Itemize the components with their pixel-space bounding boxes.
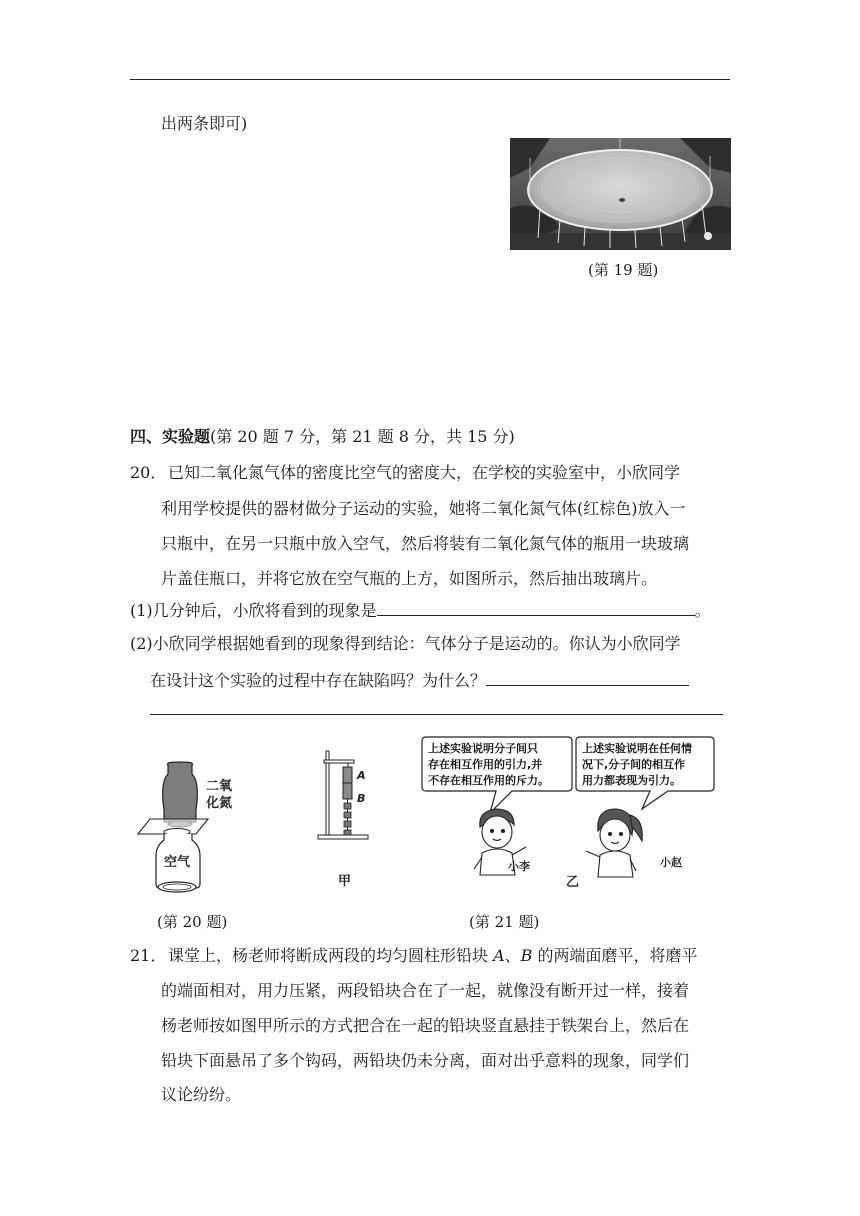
fig21-label-a: A [357, 769, 366, 782]
q21-line-5: 议论纷纷。 [161, 1085, 242, 1104]
q21-line-1 [168, 946, 698, 966]
q21-block-b: B [520, 946, 533, 965]
fig21-name-right: 小赵 [660, 856, 682, 869]
q20-sub1-answer-blank[interactable] [377, 599, 695, 616]
fig21-bubble-left-line2: 存在相互作用的引力,并 [428, 758, 543, 771]
section-heading [130, 427, 515, 447]
q21-line-3: 杨老师按如图甲所示的方式把合在一起的铅块竖直悬挂于铁架台上，然后在 [161, 1016, 690, 1035]
fig21-caption: (第 21 题) [469, 913, 540, 931]
fig21-name-left: 小李 [508, 860, 530, 873]
q20-sub2-answer-blank-2[interactable] [150, 714, 723, 715]
fig21-label-b: B [357, 792, 366, 805]
q20-line-4: 片盖住瓶口，并将它放在空气瓶的上方，如图所示，然后抽出玻璃片。 [161, 569, 658, 588]
fig20-label-no2-line2: 化氮 [206, 796, 233, 811]
q21-line-2: 的端面相对，用力压紧，两段铅块合在了一起，就像没有断开过一样，接着 [161, 981, 690, 1000]
q20-sub1-suffix: 。 [694, 601, 711, 620]
fig21-bubble-left-line3: 不存在相互作用的斥力。 [428, 774, 549, 787]
q20-sub1 [130, 599, 711, 621]
fig21-iron-stand-diagram [310, 745, 380, 890]
q20-sub2-question: 在设计这个实验的过程中存在缺陷吗？为什么？ [150, 671, 487, 690]
fig21-students-discussion [420, 735, 720, 895]
q20-line-2: 利用学校提供的器材做分子运动的实验，她将二氧化氮气体(红棕色)放入一 [161, 499, 686, 518]
q20-sub2-line-2 [150, 669, 689, 691]
q20-line-3: 只瓶中，在另一只瓶中放入空气，然后将装有二氧化氮气体的瓶用一块玻璃 [161, 534, 690, 553]
fig21-bubble-right-line1: 上述实验说明在任何情 [582, 742, 692, 755]
q20-sub2-answer-blank-1[interactable] [486, 669, 689, 686]
section-points: (第 20 题 7 分，第 21 题 8 分，共 15 分) [210, 427, 515, 446]
q20-line-1: 已知二氧化氮气体的密度比空气的密度大，在学校的实验室中，小欣同学 [168, 463, 681, 482]
fig21-label-jia: 甲 [338, 874, 352, 889]
fig20-label-air: 空气 [164, 855, 191, 870]
q20-sub2-line-1: (2)小欣同学根据她看到的现象得到结论：气体分子是运动的。你认为小欣同学 [130, 634, 681, 653]
q20-sub1-prefix: (1)几分钟后，小欣将看到的现象是 [130, 601, 377, 620]
fig20-caption: (第 20 题) [157, 913, 228, 931]
q21-line-4: 铅块下面悬吊了多个钩码，两铅块仍未分离，面对出乎意料的现象，同学们 [161, 1051, 690, 1070]
fig21-label-yi: 乙 [566, 875, 580, 890]
fig20-bottles-diagram [130, 760, 250, 895]
fig19-caption: (第 19 题) [588, 261, 659, 279]
q21-line-1-end: 的两端面磨平，将磨平 [532, 946, 698, 965]
fig21-bubble-right-line2: 况下,分子间的相互作 [582, 758, 686, 771]
section-title: 四、实验题 [130, 427, 211, 446]
q21-line-1-start: 课堂上，杨老师将断成两段的均匀圆柱形铅块 [168, 946, 494, 965]
previous-question-continuation: 出两条即可) [161, 114, 248, 133]
fig21-girl-figure [586, 809, 642, 877]
fig19-telescope-photo [510, 138, 731, 250]
q20-number: 20． [130, 463, 167, 482]
fig20-label-no2-line1: 二氧 [206, 779, 233, 794]
q21-line-1-sep: 、 [504, 946, 521, 965]
q21-block-a: A [493, 946, 505, 965]
q21-number: 21． [130, 946, 167, 965]
fig21-bubble-right-line3: 用力都表现为引力。 [582, 774, 681, 787]
header-rule [130, 79, 730, 80]
fig21-bubble-left-line1: 上述实验说明分子间只 [428, 742, 538, 755]
